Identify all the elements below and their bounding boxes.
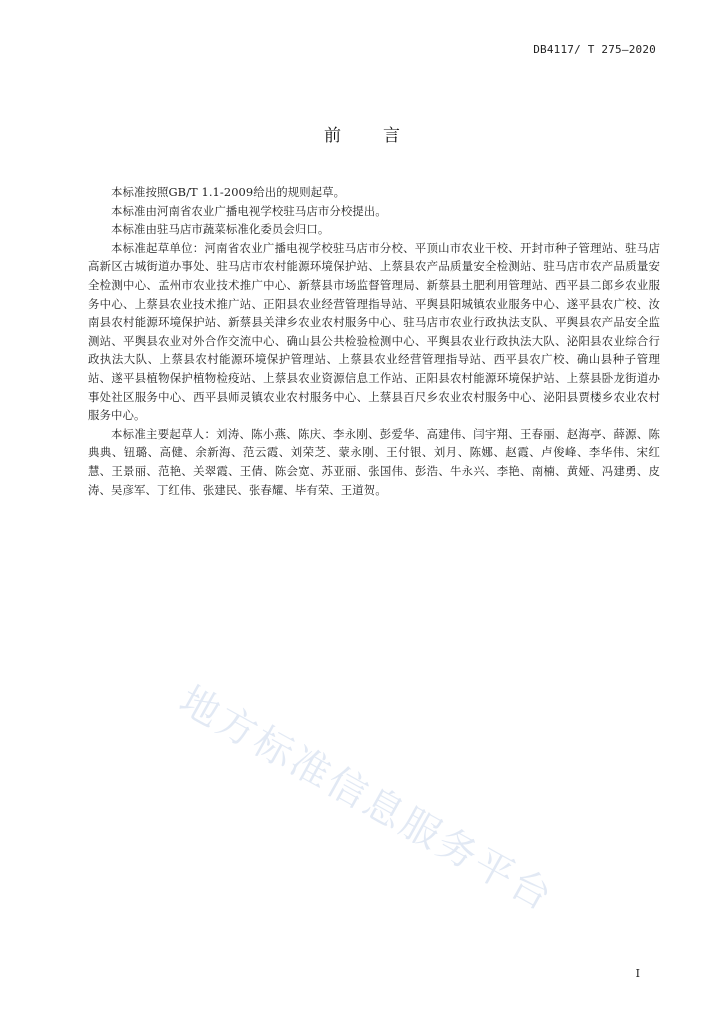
watermark: 地方标准信息服务平台 [171, 677, 561, 921]
standard-code: DB4117/ T 275—2020 [533, 43, 656, 56]
page-number: I [635, 967, 640, 980]
paragraph-centralized-unit: 本标准由驻马店市蔬菜标准化委员会归口。 [111, 222, 330, 237]
paragraph-main-drafters: 本标准主要起草人：刘涛、陈小燕、陈庆、李永刚、彭爱华、高建伟、闫宇翔、王春丽、赵海亭、薛源、陈典典、钮璐、高健、余新海、范云霞、刘荣芝、蒙永刚、王付银、刘月、陈娜、赵霞、卢俊峰、李华伟、宋红慧、王景丽、范艳、关翠霞、王倩、陈会宽、苏亚丽、张国伟、彭浩、牛永兴、李艳、南楠、黄娅、冯建勇、皮涛、吴彦军、丁红伟、张建民、张春耀、毕有荣、王道贺。 [88, 426, 660, 497]
page-title: 前言 [324, 126, 442, 146]
foreword-body [88, 183, 660, 499]
paragraph-drafting-organizations: 本标准起草单位：河南省农业广播电视学校驻马店市分校、平顶山市农业干校、开封市种子管理站、驻马店高新区古城街道办事处、驻马店市农村能源环境保护站、上蔡县农产品质量安全检测站、驻马店市农产品质量安全检测中心、孟州市农业技术推广中心、新蔡县市场监督管理局、新蔡县土肥利用管理站、西平县二郎乡农业服务中心、上蔡县农业技术推广站、正阳县农业经营管理指导站、平舆县阳城镇农业服务中心、遂平县农广校、汝南县农村能源环境保护站、新蔡县关津乡农业农村服务中心、驻马店市农业行政执法支队、平舆县农产品安全监测站、平舆县农业对外合作交流中心、确山县公共检验检测中心、平舆县农业行政执法大队、泌阳县农业综合行政执法大队、上蔡县农村能源环境保护管理站、上蔡县农业经营管理指导站、西平县农广校、确山县种子管理站、遂平县植物保护植物检疫站、上蔡县农业资源信息工作站、正阳县农村能源环境保护站、上蔡县卧龙街道办事处社区服务中心、西平县师灵镇农业农村服务中心、上蔡县百尺乡农业农村服务中心、泌阳县贾楼乡农业农村服务中心。 [88, 240, 660, 423]
paragraph-drafting-rules: 本标准按照GB/T 1.1-2009给出的规则起草。 [111, 185, 346, 199]
paragraph-proposer: 本标准由河南省农业广播电视学校驻马店市分校提出。 [111, 203, 387, 218]
